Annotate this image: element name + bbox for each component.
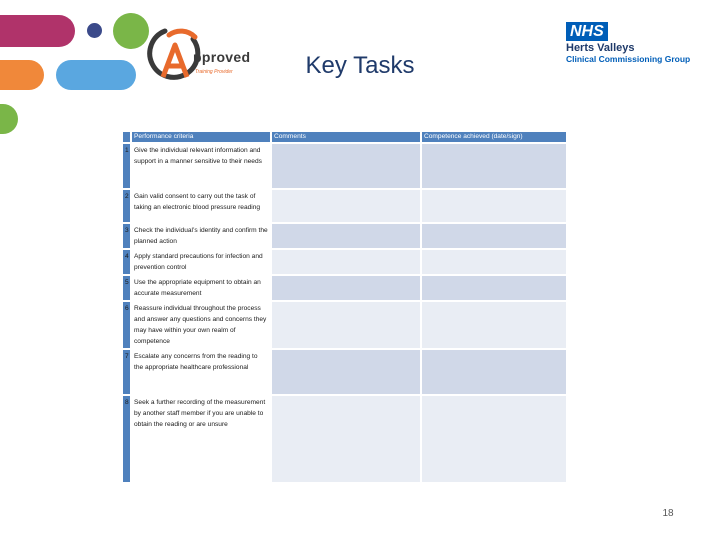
nhs-logo [566, 22, 696, 64]
competence-cell[interactable] [421, 143, 567, 189]
comments-cell[interactable] [271, 189, 421, 223]
comments-cell[interactable] [271, 395, 421, 483]
criteria-cell: Reassure individual throughout the process and answer any questions and concerns they may have within your own realm of competence [131, 301, 271, 349]
decorative-pill-blue [56, 60, 136, 90]
approved-logo-word: pproved [193, 49, 251, 65]
comments-cell[interactable] [271, 349, 421, 395]
key-tasks-table [121, 130, 568, 484]
row-number: 6 [122, 301, 131, 349]
comments-cell[interactable] [271, 275, 421, 301]
criteria-cell: Apply standard precautions for infection and prevention control [131, 249, 271, 275]
decorative-pill-orange [0, 60, 44, 90]
header-number [122, 131, 131, 143]
header-competence-achieved: Competence achieved (date/sign) [421, 131, 567, 143]
criteria-cell: Use the appropriate equipment to obtain an accurate measurement [131, 275, 271, 301]
row-number: 3 [122, 223, 131, 249]
competence-cell[interactable] [421, 189, 567, 223]
table-row [122, 349, 567, 395]
header-performance-criteria: Performance criteria [131, 131, 271, 143]
comments-cell[interactable] [271, 301, 421, 349]
competence-cell[interactable] [421, 223, 567, 249]
table-row [122, 301, 567, 349]
comments-cell[interactable] [271, 249, 421, 275]
competence-cell[interactable] [421, 301, 567, 349]
decorative-dot-navy [87, 23, 102, 38]
criteria-cell: Gain valid consent to carry out the task of taking an electronic blood pressure reading [131, 189, 271, 223]
criteria-cell: Escalate any concerns from the reading to the appropriate healthcare professional [131, 349, 271, 395]
row-number: 8 [122, 395, 131, 483]
criteria-cell: Seek a further recording of the measurement by another staff member if you are unable to obtain the reading or are unsure [131, 395, 271, 483]
table-row [122, 249, 567, 275]
table-row [122, 143, 567, 189]
row-number: 4 [122, 249, 131, 275]
decorative-pill-green [0, 104, 18, 134]
approved-logo-subtitle: Training Provider [195, 69, 233, 75]
header-comments: Comments [271, 131, 421, 143]
decorative-dot-green [113, 13, 149, 49]
table-header-row [122, 131, 567, 143]
criteria-cell: Check the individual’s identity and confirm the planned action [131, 223, 271, 249]
row-number: 2 [122, 189, 131, 223]
table-row [122, 395, 567, 483]
row-number: 5 [122, 275, 131, 301]
table-row [122, 189, 567, 223]
competence-cell[interactable] [421, 249, 567, 275]
nhs-badge: NHS [566, 22, 608, 41]
nhs-org-name: Herts Valleys [566, 42, 635, 54]
competence-cell[interactable] [421, 395, 567, 483]
row-number: 1 [122, 143, 131, 189]
row-number: 7 [122, 349, 131, 395]
comments-cell[interactable] [271, 223, 421, 249]
decorative-pill-magenta [0, 15, 75, 47]
competence-cell[interactable] [421, 275, 567, 301]
table-row [122, 223, 567, 249]
comments-cell[interactable] [271, 143, 421, 189]
page-title: Key Tasks [305, 52, 415, 79]
table-row [122, 275, 567, 301]
competence-cell[interactable] [421, 349, 567, 395]
nhs-group-name: Clinical Commissioning Group [566, 54, 691, 64]
page-number: 18 [662, 508, 674, 519]
approved-training-logo [145, 25, 255, 91]
criteria-cell: Give the individual relevant information and support in a manner sensitive to their needs [131, 143, 271, 189]
